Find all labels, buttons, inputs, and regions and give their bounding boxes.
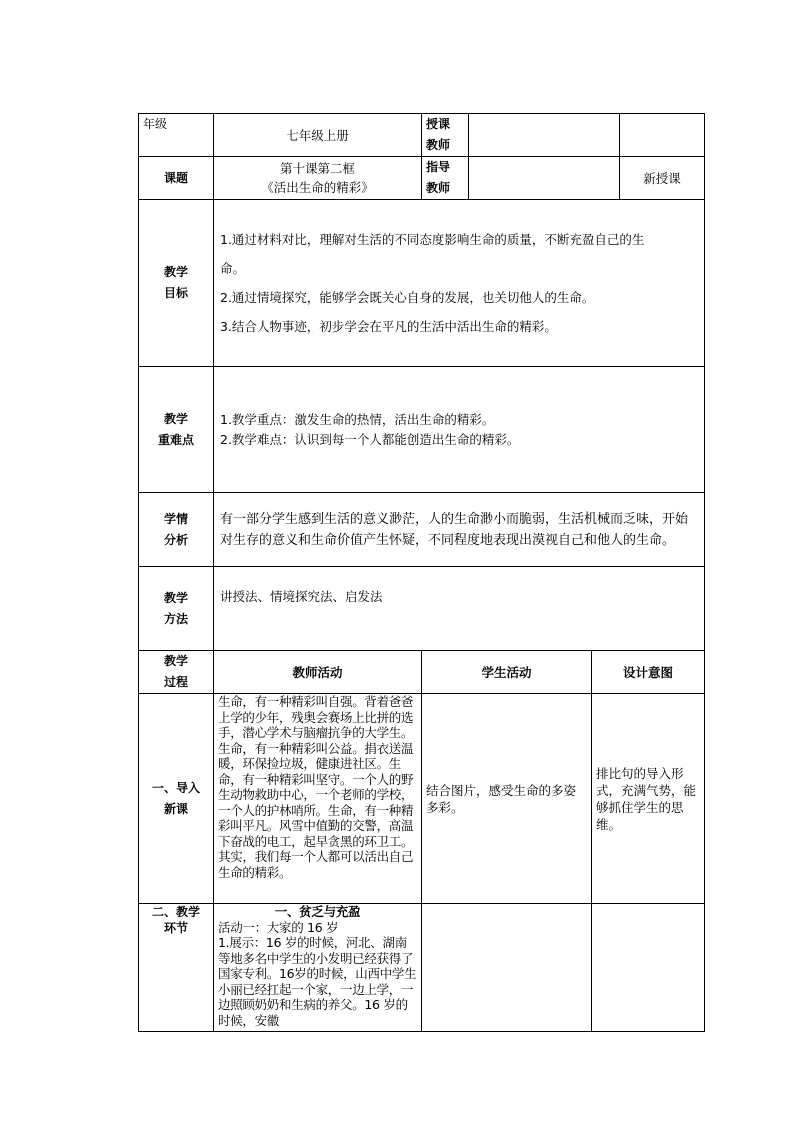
grade-row	[139, 114, 705, 157]
topic-line2: 《活出生命的精彩》	[261, 180, 374, 195]
teaching-teacher-cell	[214, 904, 422, 1032]
key-points-label-line2: 重难点	[157, 432, 194, 447]
teaching-label-cell	[139, 904, 214, 1032]
intro-teacher-text: 生命，有一种精彩叫自强。背着爸爸上学的少年，残奥会赛场上比拼的选手，潜心学术与脑瘤抗争的大学生。生命，有一种精彩叫公益。捐衣送温暖，环保捡垃圾，健康进社区。生命，有一种精彩叫坚守。一个人的野生动物救助中心，一个老师的学校，一个人的护林哨所。生命，有一种精彩叫平凡。风雪中值勤的交警，高温下奋战的电工，起早贪黑的环卫工。其实，我们每一个人都可以活出自己生命的精彩。	[218, 694, 414, 880]
teaching-intent-cell	[592, 904, 705, 1032]
topic-label: 课题	[163, 170, 188, 185]
methods-text: 讲授法、情境探究法、启发法	[220, 589, 383, 604]
analysis-text: 有一部分学生感到生活的意义渺茫，人的生命渺小而脆弱，生活机械而乏味，开始对生存的意义和生命价值产生怀疑，不同程度地表现出漠视自己和他人的生命。	[220, 511, 689, 548]
guide-label-line2: 教师	[426, 181, 451, 195]
intro-student-text: 结合图片，感受生命的多姿多彩。	[426, 782, 577, 815]
grade-value: 七年级上册	[286, 127, 349, 143]
guide-label-cell	[422, 157, 469, 200]
student-activity-header	[422, 651, 592, 694]
teaching-label-line1: 二、教学	[151, 905, 200, 919]
grade-label-cell	[139, 114, 214, 157]
analysis-label-line1: 学情	[163, 511, 188, 526]
analysis-row	[139, 493, 705, 567]
student-activity-title: 学生活动	[481, 664, 532, 680]
key-point-item: 1.教学重点：激发生命的热情，活出生命的精彩。	[220, 411, 495, 427]
methods-content-cell	[214, 567, 705, 651]
teacher-label-line2: 教师	[426, 138, 451, 152]
objective-item: 2.通过情境探究，能够学会既关心自身的发展，也关切他人的生命。	[220, 290, 595, 305]
topic-value-cell	[214, 157, 422, 200]
design-intent-title: 设计意图	[622, 664, 673, 680]
key-points-label-cell	[139, 367, 214, 493]
guide-value-cell	[469, 157, 620, 200]
section-title: 一、贫乏与充盈	[274, 904, 361, 919]
topic-row	[139, 157, 705, 200]
intro-row	[139, 694, 705, 904]
objective-item: 1.通过材料对比，理解对生活的不同态度影响生命的质量，不断充盈自己的生	[220, 232, 645, 247]
teaching-student-cell	[422, 904, 592, 1032]
methods-label-cell	[139, 567, 214, 651]
key-points-content-cell	[214, 367, 705, 493]
teacher-activity-header	[214, 651, 422, 694]
lesson-type-cell	[620, 157, 705, 200]
key-point-item: 2.教学难点：认识到每一个人都能创造出生命的精彩。	[220, 431, 520, 447]
topic-label-cell	[139, 157, 214, 200]
objectives-label-cell	[139, 200, 214, 367]
teacher-value-cell	[469, 114, 620, 157]
analysis-label-line2: 分析	[163, 532, 188, 547]
analysis-label-cell	[139, 493, 214, 567]
process-header-row	[139, 651, 705, 694]
grade-extra-cell	[620, 114, 705, 157]
analysis-content-cell	[214, 493, 705, 567]
key-points-label-line1: 教学	[163, 411, 188, 426]
intro-intent-text: 排比句的导入形式，充满气势，能够抓住学生的思维。	[596, 765, 697, 832]
topic-line1: 第十课第二框	[279, 161, 355, 176]
intro-intent-cell	[592, 694, 705, 904]
objectives-label-line1: 教学	[163, 265, 188, 279]
objectives-row	[139, 200, 705, 367]
methods-label-line1: 教学	[163, 590, 188, 605]
methods-label-line2: 方法	[163, 611, 188, 626]
process-label-line1: 教学	[163, 654, 188, 668]
teacher-activity-title: 教师活动	[292, 664, 343, 680]
design-intent-header	[592, 651, 705, 694]
intro-label-cell	[139, 694, 214, 904]
process-label-line2: 过程	[163, 675, 188, 689]
intro-teacher-cell	[214, 694, 422, 904]
activity-title: 活动一：大家的 16 岁	[218, 919, 339, 935]
activity-text: 1.展示：16 岁的时候，河北、湖南等地多名中学生的小发明已经获得了国家专利。16岁的时候，山西中学生小丽已经扛起一个家，一边上学，一边照顾奶奶和生病的养父。16 岁的时候，安徽	[218, 935, 417, 1028]
guide-label-line1: 指导	[426, 160, 451, 174]
intro-label-line2: 新课	[163, 801, 188, 816]
intro-label-line1: 一、导入	[151, 780, 200, 795]
teaching-label-line2: 环节	[163, 921, 188, 935]
teacher-label-cell	[422, 114, 469, 157]
objectives-label-line2: 目标	[163, 286, 188, 300]
objectives-content-cell	[214, 200, 705, 367]
lesson-type: 新授课	[643, 170, 681, 186]
teacher-label-line1: 授课	[426, 117, 451, 131]
teaching-row	[139, 904, 705, 1032]
intro-student-cell	[422, 694, 592, 904]
key-points-row	[139, 367, 705, 493]
grade-value-cell	[214, 114, 422, 157]
lesson-plan-table	[138, 113, 705, 1032]
methods-row	[139, 567, 705, 651]
objective-item: 命。	[220, 261, 246, 276]
process-label-cell	[139, 651, 214, 694]
grade-label: 年级	[143, 117, 168, 131]
objective-item: 3.结合人物事迹，初步学会在平凡的生活中活出生命的精彩。	[220, 319, 557, 334]
